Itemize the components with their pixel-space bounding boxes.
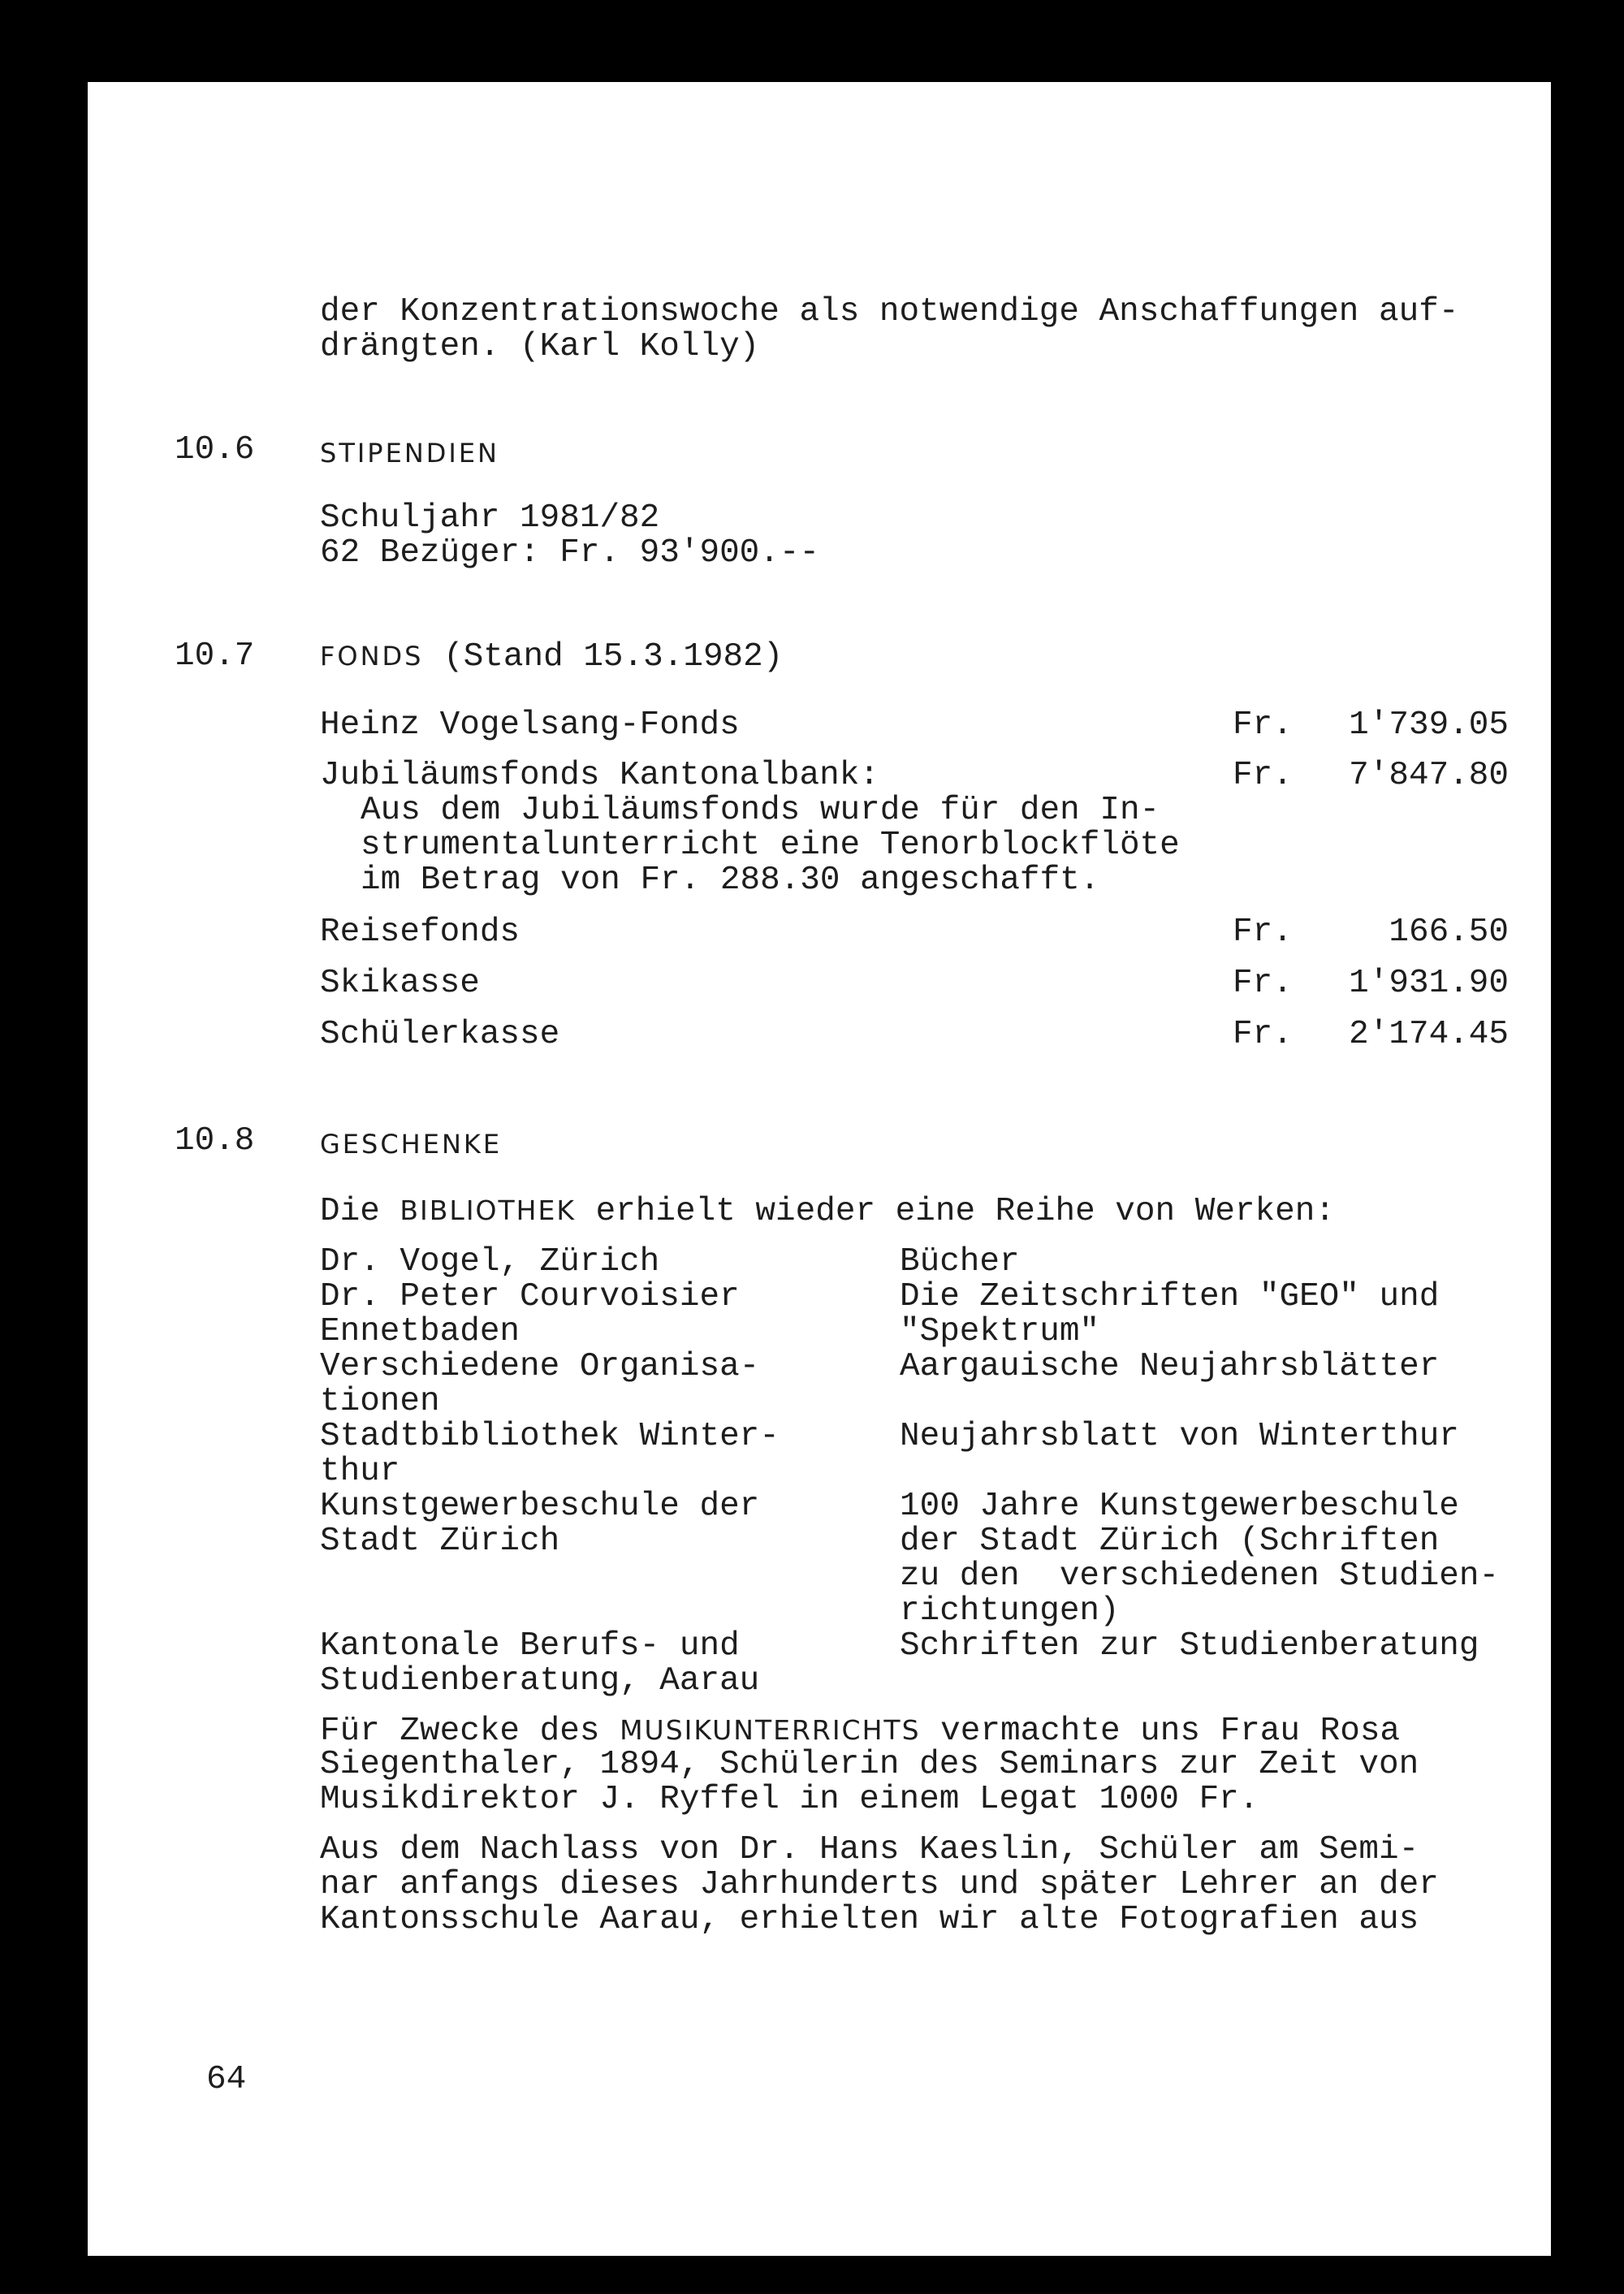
fund-amount: 1'739.05 — [1349, 706, 1509, 744]
musik-line-3: Musikdirektor J. Ryffel in einem Legat 1000 Fr. — [320, 1781, 1259, 1818]
fund-name: Heinz Vogelsang-Fonds — [320, 706, 740, 744]
nachlass-line: nar anfangs dieses Jahrhunderts und später Lehrer an der — [320, 1866, 1439, 1903]
section-title-fonds: FONDS — [320, 641, 424, 672]
gift-line: der Stadt Zürich (Schriften — [900, 1523, 1440, 1560]
bibliothek-keyword: BIBLIOTHEK — [400, 1195, 576, 1226]
fund-note-line: im Betrag von Fr. 288.30 angeschafft. — [361, 862, 1100, 899]
donor-line: Ennetbaden — [320, 1313, 520, 1350]
donor-line: Verschiedene Organisa- — [320, 1348, 760, 1385]
musik-post: vermachte uns Frau Rosa — [920, 1713, 1401, 1750]
gift-line: Bücher — [900, 1243, 1020, 1281]
musik-pre: Für Zwecke des — [320, 1713, 620, 1750]
intro-line-2: drängten. (Karl Kolly) — [320, 328, 760, 365]
section-title-fonds-line — [320, 639, 783, 675]
section-number-fonds: 10.7 — [175, 637, 255, 675]
donor-line: Dr. Peter Courvoisier — [320, 1278, 740, 1315]
fund-amount: 7'847.80 — [1349, 757, 1509, 794]
section-title-geschenke: GESCHENKE — [320, 1129, 503, 1160]
gift-line: "Spektrum" — [900, 1313, 1100, 1350]
fund-amount: 1'931.90 — [1349, 965, 1509, 1002]
gift-line: 100 Jahre Kunstgewerbeschule — [900, 1488, 1459, 1525]
fund-name: Skikasse — [320, 965, 480, 1002]
gift-line: Neujahrsblatt von Winterthur — [900, 1418, 1459, 1455]
fund-name: Jubiläumsfonds Kantonalbank: — [320, 757, 879, 794]
fonds-stand: (Stand 15.3.1982) — [443, 638, 784, 676]
page-number: 64 — [206, 2061, 247, 2098]
document-page — [88, 82, 1551, 2256]
fund-amount: 166.50 — [1389, 914, 1509, 951]
section-number-geschenke: 10.8 — [175, 1122, 255, 1160]
donor-line: tionen — [320, 1383, 440, 1420]
donor-line: Dr. Vogel, Zürich — [320, 1243, 660, 1281]
fund-currency: Fr. — [1233, 1016, 1293, 1053]
donor-line: Kunstgewerbeschule der — [320, 1488, 760, 1525]
nachlass-line: Kantonsschule Aarau, erhielten wir alte Fotografien aus — [320, 1901, 1419, 1938]
gift-line: richtungen) — [900, 1592, 1120, 1630]
gift-line: Aargauische Neujahrsblätter — [900, 1348, 1440, 1385]
stipendien-line-1: Schuljahr 1981/82 — [320, 499, 660, 537]
donor-line: Stadtbibliothek Winter- — [320, 1418, 780, 1455]
gift-line: Schriften zur Studienberatung — [900, 1627, 1479, 1665]
stipendien-line-2: 62 Bezüger: Fr. 93'900.-- — [320, 534, 820, 572]
musikunterricht-keyword: MUSIKUNTERRICHTS — [620, 1714, 921, 1746]
fund-currency: Fr. — [1233, 914, 1293, 951]
gift-line: zu den verschiedenen Studien- — [900, 1557, 1500, 1595]
nachlass-line: Aus dem Nachlass von Dr. Hans Kaeslin, Schüler am Semi- — [320, 1831, 1419, 1868]
geschenke-intro-pre: Die — [320, 1193, 400, 1230]
donor-line: Stadt Zürich — [320, 1523, 560, 1560]
donor-line: Studienberatung, Aarau — [320, 1662, 760, 1700]
fund-name: Schülerkasse — [320, 1016, 560, 1053]
section-number-stipendien: 10.6 — [175, 431, 255, 469]
fund-name: Reisefonds — [320, 914, 520, 951]
fund-currency: Fr. — [1233, 965, 1293, 1002]
donor-line: Kantonale Berufs- und — [320, 1627, 740, 1665]
geschenke-intro-post: erhielt wieder eine Reihe von Werken: — [576, 1193, 1335, 1230]
fund-note-line: strumentalunterricht eine Tenorblockflöte — [361, 827, 1180, 864]
donor-line: thur — [320, 1453, 400, 1490]
fund-amount: 2'174.45 — [1349, 1016, 1509, 1053]
fund-currency: Fr. — [1233, 757, 1293, 794]
section-title-stipendien: STIPENDIEN — [320, 438, 499, 469]
geschenke-intro — [320, 1193, 1335, 1229]
intro-line-1: der Konzentrationswoche als notwendige Anschaffungen auf- — [320, 293, 1459, 330]
fund-note-line: Aus dem Jubiläumsfonds wurde für den In- — [361, 792, 1160, 829]
musik-line-2: Siegenthaler, 1894, Schülerin des Seminars zur Zeit von — [320, 1746, 1419, 1783]
gift-line: Die Zeitschriften "GEO" und — [900, 1278, 1440, 1315]
fund-currency: Fr. — [1233, 706, 1293, 744]
musik-line-1 — [320, 1713, 1400, 1749]
